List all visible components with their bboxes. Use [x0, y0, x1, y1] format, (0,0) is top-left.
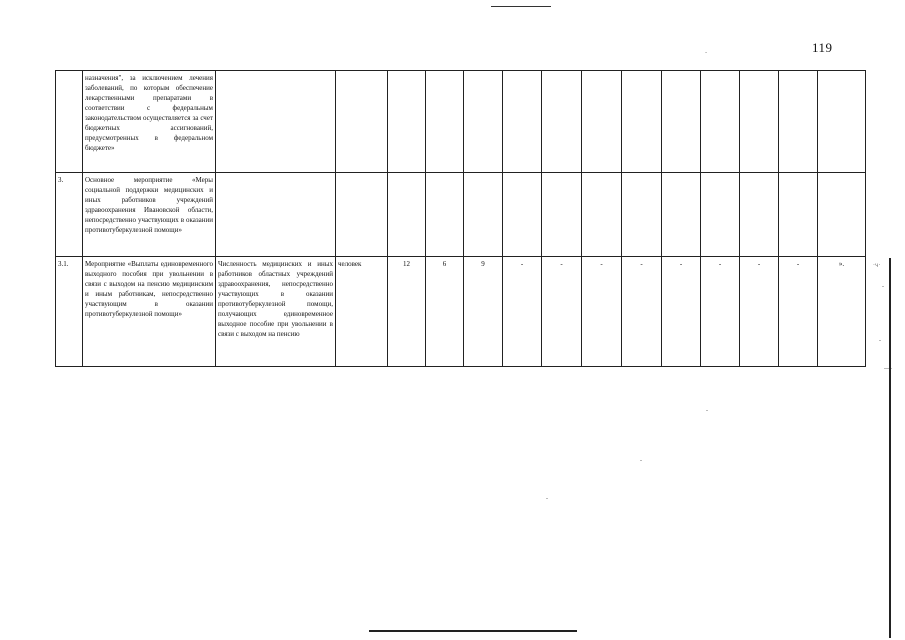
program-table	[55, 70, 866, 367]
row-value	[542, 71, 582, 173]
row-value	[542, 173, 582, 257]
row-value: -	[582, 257, 622, 367]
scan-speck	[879, 340, 881, 341]
row-value	[582, 173, 622, 257]
scan-speck	[546, 498, 548, 499]
row-value	[582, 71, 622, 173]
table-row	[56, 173, 866, 257]
row-value: -	[662, 257, 701, 367]
row-value	[779, 71, 818, 173]
top-rule	[491, 6, 551, 7]
row-value	[503, 71, 542, 173]
row-value	[662, 173, 701, 257]
row-unit	[336, 71, 388, 173]
row-value: -	[622, 257, 662, 367]
row-value	[388, 71, 426, 173]
row-value	[662, 71, 701, 173]
row-indicator	[216, 173, 336, 257]
row-value	[388, 173, 426, 257]
row-unit: человек	[336, 257, 388, 367]
row-value	[464, 173, 503, 257]
row-number: 3.	[56, 173, 83, 257]
row-value	[740, 173, 779, 257]
row-value: 9	[464, 257, 503, 367]
table-row	[56, 71, 866, 173]
row-value: 12	[388, 257, 426, 367]
row-number: 3.1.	[56, 257, 83, 367]
page-number: 119	[812, 40, 833, 55]
scan-speck	[640, 460, 642, 461]
row-value	[818, 71, 866, 173]
row-value: -	[740, 257, 779, 367]
row-value	[464, 71, 503, 173]
scan-edge-line	[889, 258, 891, 638]
row-indicator	[216, 71, 336, 173]
row-value: 6	[426, 257, 464, 367]
row-value	[779, 173, 818, 257]
row-value: -	[542, 257, 582, 367]
margin-mark-right: ·ч·	[873, 262, 881, 269]
scan-speck	[706, 410, 708, 411]
row-number	[56, 71, 83, 173]
row-name: Мероприятие «Выплаты единовременного выходного пособия при увольнении в связи с выходом на пенсию медицинским и иным работникам, непосредственно участвующим в оказании противотуберкулезной помощи»	[83, 257, 216, 367]
row-value	[426, 173, 464, 257]
row-indicator: Численность медицинских и иных работников областных учреждений здравоохранения, непосредственно участвующих в оказании противотуберкулезной помощи, получающих единовременное выходное пособие при увольнении в связи с выходом на пенсию	[216, 257, 336, 367]
row-value: -	[701, 257, 740, 367]
row-name: назначения", за исключением лечения заболеваний, по которым обеспечение лекарственными препаратами в соответствии с федеральным законодательством осуществляется за счет бюджетных ассигнований, предусмотренных в федеральном бюджете»	[83, 71, 216, 173]
row-value	[622, 71, 662, 173]
row-unit	[336, 173, 388, 257]
row-value	[503, 173, 542, 257]
scan-speck	[882, 286, 884, 287]
margin-mark-top-right: -	[705, 49, 708, 56]
table-row	[56, 257, 866, 367]
row-value	[818, 173, 866, 257]
row-value: ».	[818, 257, 866, 367]
bottom-rule	[369, 630, 577, 632]
row-value: -	[779, 257, 818, 367]
row-value: -	[503, 257, 542, 367]
row-name: Основное мероприятие «Меры социальной поддержки медицинских и иных работников учреждений здравоохранения Ивановской области, непосредственно участвующих в оказании противотуберкулезной помощи»	[83, 173, 216, 257]
row-value	[622, 173, 662, 257]
row-value	[701, 71, 740, 173]
row-value	[426, 71, 464, 173]
row-value	[701, 173, 740, 257]
row-value	[740, 71, 779, 173]
